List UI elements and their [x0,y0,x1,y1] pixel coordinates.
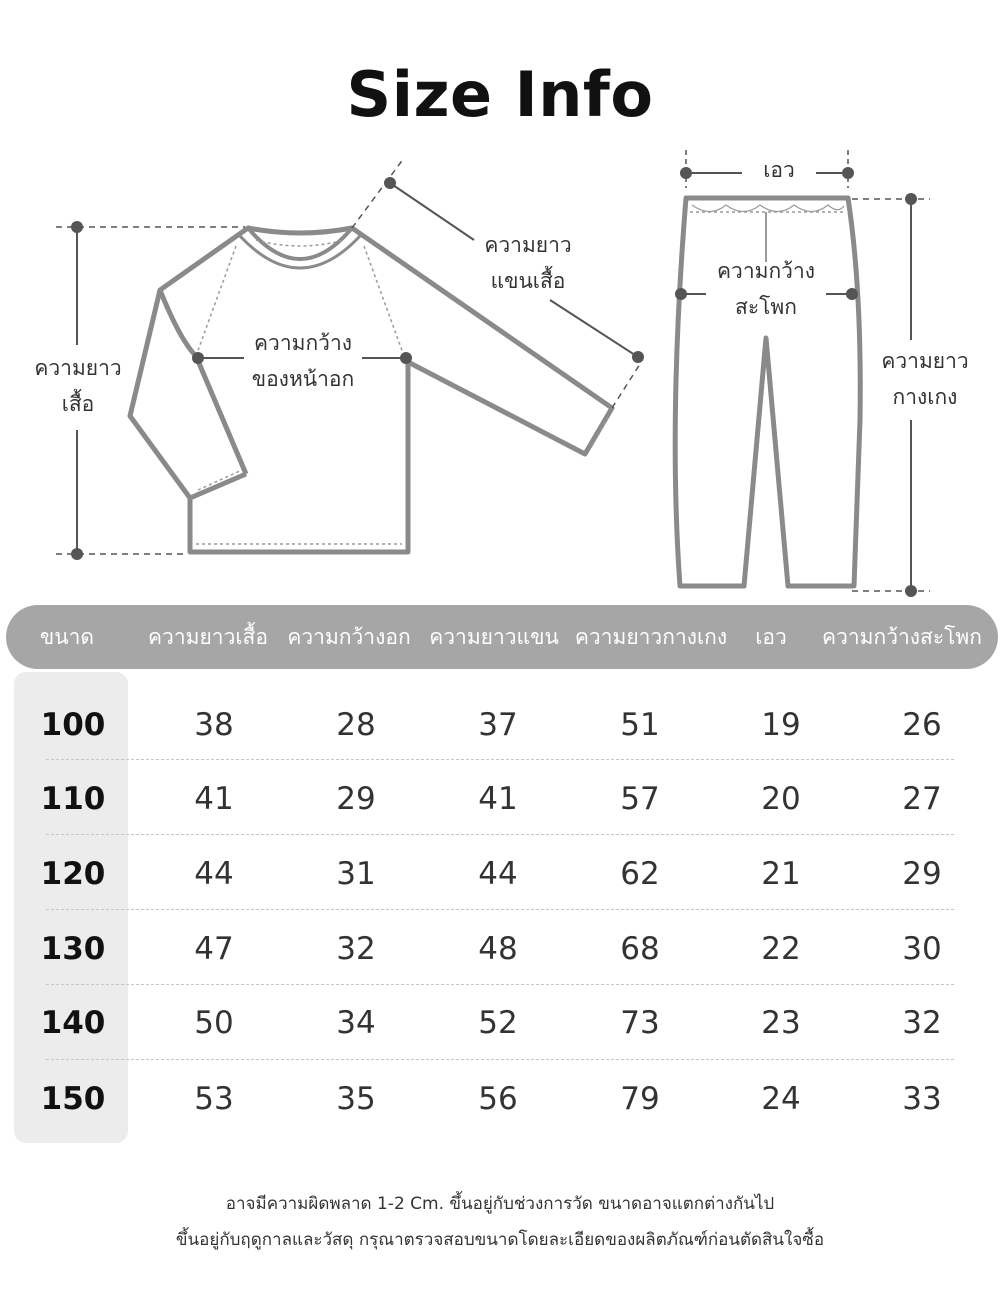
cell-pants-length: 73 [620,1005,660,1041]
cell-sleeve-length: 48 [478,931,518,967]
header-sleeve-length: ความยาวแขน [429,625,559,649]
cell-size: 110 [40,781,106,817]
cell-chest-width: 32 [336,931,376,967]
header-waist: เอว [755,625,787,649]
header-size: ขนาด [39,625,95,649]
cell-sleeve-length: 37 [478,707,518,743]
row-separator [46,1059,954,1060]
cell-size: 140 [40,1005,106,1041]
cell-waist: 24 [761,1081,801,1117]
cell-hip-width: 29 [902,856,942,892]
cell-waist: 19 [761,707,801,743]
cell-shirt-length: 53 [194,1081,234,1117]
pants-waist-label: เอว [763,158,795,182]
cell-pants-length: 79 [620,1081,660,1117]
cell-chest-width: 35 [336,1081,376,1117]
cell-waist: 21 [761,856,801,892]
cell-hip-width: 33 [902,1081,942,1117]
row-separator [46,909,954,910]
cell-pants-length: 51 [620,707,660,743]
shirt-length-label: ความยาว เสื้อ [34,356,122,416]
header-chest-width: ความกว้างอก [287,625,411,649]
cell-shirt-length: 50 [194,1005,234,1041]
cell-size: 130 [40,931,106,967]
cell-hip-width: 30 [902,931,942,967]
cell-shirt-length: 38 [194,707,234,743]
cell-chest-width: 34 [336,1005,376,1041]
cell-chest-width: 28 [336,707,376,743]
cell-waist: 23 [761,1005,801,1041]
page-title: Size Info [346,58,654,131]
cell-pants-length: 62 [620,856,660,892]
cell-sleeve-length: 56 [478,1081,518,1117]
shirt-chest-label: ความกว้าง ของหน้าอก [251,331,355,391]
disclaimer-note [0,1186,1000,1258]
cell-waist: 20 [761,781,801,817]
cell-waist: 22 [761,931,801,967]
shirt-sleeve-label: ความยาว แขนเสื้อ [484,233,572,293]
size-diagram [0,0,1000,600]
cell-size: 150 [40,1081,106,1117]
header-shirt-length: ความยาวเสื้อ [148,625,268,649]
cell-hip-width: 27 [902,781,942,817]
cell-sleeve-length: 41 [478,781,518,817]
cell-pants-length: 57 [620,781,660,817]
cell-sleeve-length: 52 [478,1005,518,1041]
header-pants-length: ความยาวกางเกง [574,625,728,649]
row-separator [46,834,954,835]
cell-chest-width: 31 [336,856,376,892]
cell-size: 120 [40,856,106,892]
cell-pants-length: 68 [620,931,660,967]
pants-length-label: ความยาว กางเกง [881,349,969,409]
cell-chest-width: 29 [336,781,376,817]
header-hip-width: ความกว้างสะโพก [822,625,982,649]
cell-shirt-length: 41 [194,781,234,817]
pants-hip-label: ความกว้าง สะโพก [716,259,816,319]
cell-hip-width: 32 [902,1005,942,1041]
cell-hip-width: 26 [902,707,942,743]
row-separator [46,759,954,760]
cell-shirt-length: 47 [194,931,234,967]
note-line: ขึ้นอยู่กับฤดูกาลและวัสดุ กรุณาตรวจสอบขนาดโดยละเอียดของผลิตภัณฑ์ก่อนตัดสินใจซื้อ [175,1230,825,1250]
row-separator [46,984,954,985]
cell-size: 100 [40,707,106,743]
note-line: อาจมีความผิดพลาด 1-2 Cm. ขึ้นอยู่กับช่วงการวัด ขนาดอาจแตกต่างกันไป [225,1194,775,1214]
cell-shirt-length: 44 [194,856,234,892]
cell-sleeve-length: 44 [478,856,518,892]
